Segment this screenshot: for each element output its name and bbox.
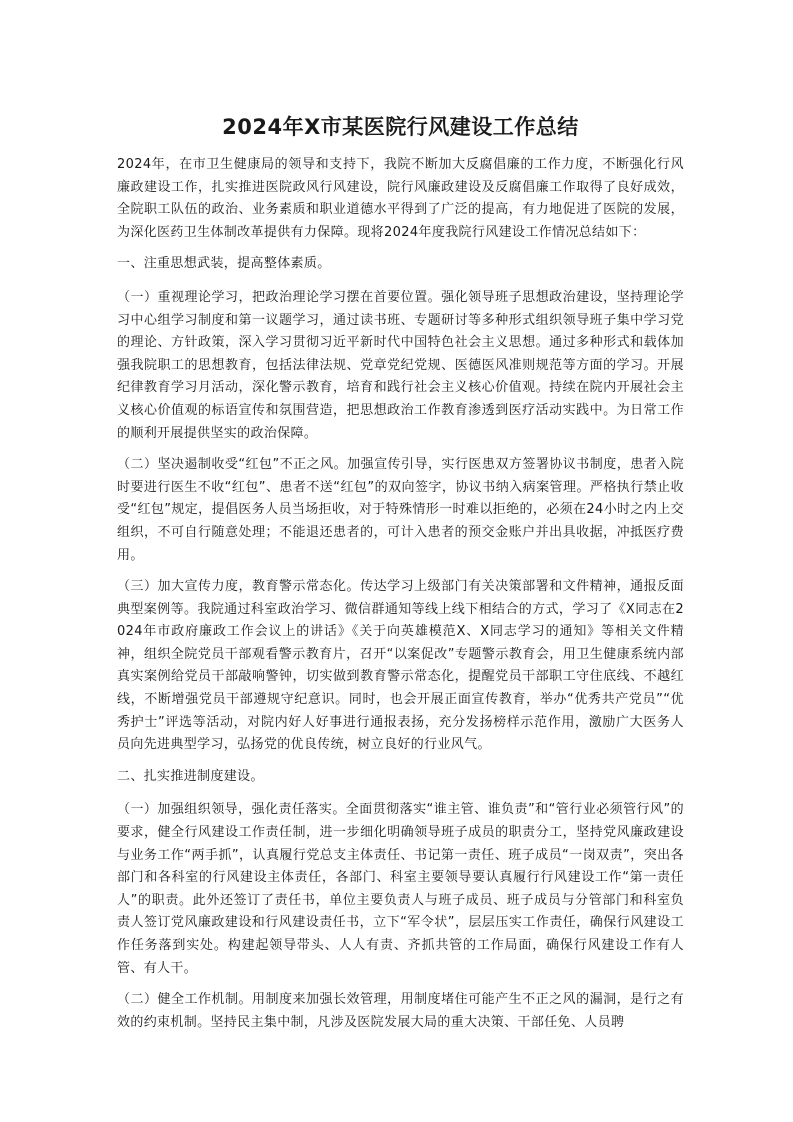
section-2-paragraph-2: （二）健全工作机制。用制度来加强长效管理，用制度堵住可能产生不正之风的漏洞，是行之有效的约束机制。坚持民主集中制，凡涉及医院发展大局的重大决策、干部任免、人员聘 — [117, 992, 684, 1030]
section-1-paragraph-1: （一）重视理论学习，把政治理论学习摆在首要位置。强化领导班子思想政治建设，坚持理论学习中心组学习制度和第一议题学习，通过读书班、专题研讨等多种形式组织领导班子集中学习党的理论、方针政策，深入学习贯彻习近平新时代中国特色社会主义思想。通过多种形式和载体加强我院职工的思想教育，包括法律法规、党章党纪党规、医德医风准则规范等方面的学习。开展纪律教育学习月活动，深化警示教育，培育和践行社会主义核心价值观。持续在院内开展社会主义核心价值观的标语宣传和氛围营造，把思想政治工作教育渗透到医疗活动实践中。为日常工作的顺利开展提供坚实的政治保障。 — [117, 289, 684, 441]
section-heading-2: 二、扎实推进制度建设。 — [117, 768, 264, 784]
document-page — [117, 112, 684, 1043]
document-title: 2024年X市某医院行风建设工作总结 — [222, 115, 579, 139]
section-heading-1: 一、注重思想武装，提高整体素质。 — [117, 256, 331, 272]
section-2-paragraph-1: （一）加强组织领导，强化责任落实。全面贯彻落实“谁主管、谁负责”和“管行业必须管行风”的要求，健全行风建设工作责任制，进一步细化明确领导班子成员的职责分工，坚持党风廉政建设与业务工作“两手抓”，认真履行党总支主体责任、书记第一责任、班子成员“一岗双责”，突出各部门和各科室的行风建设主体责任，各部门、科室主要领导要认真履行行风建设工作“第一责任人”的职责。此外还签订了责任书，单位主要负责人与班子成员、班子成员与分管部门和科室负责人签订党风廉政建设和行风建设责任书，立下“军令状”，层层压实工作责任，确保行风建设工作任务落到实处。构建起领导带头、人人有责、齐抓共管的工作局面，确保行风建设工作有人管、有人干。 — [117, 802, 684, 976]
intro-paragraph: 2024年，在市卫生健康局的领导和支持下，我院不断加大反腐倡廉的工作力度，不断强化行风廉政建设工作，扎实推进医院政风行风建设，院行风廉政建设及反腐倡廉工作取得了良好成效，全院职工队伍的政治、业务素质和职业道德水平得到了广泛的提高，有力地促进了医院的发展，为深化医药卫生体制改革提供有力保障。现将2024年度我院行风建设工作情况总结如下： — [117, 157, 684, 240]
section-1-paragraph-3: （三）加大宣传力度，教育警示常态化。传达学习上级部门有关决策部署和文件精神，通报反面典型案例等。我院通过科室政治学习、微信群通知等线上线下相结合的方式，学习了《X同志在2024年市政府廉政工作会议上的讲话》《关于向英雄模范X、X同志学习的通知》等相关文件精神，组织全院党员干部观看警示教育片，召开“以案促改”专题警示教育会，用卫生健康系统内部真实案例给党员干部敲响警钟，切实做到教育警示常态化，提醒党员干部职工守住底线、不越红线，不断增强党员干部遵规守纪意识。同时，也会开展正面宣传教育，举办“优秀共产党员”“优秀护士”评选等活动，对院内好人好事进行通报表扬，充分发扬榜样示范作用，激励广大医务人员向先进典型学习，弘扬党的优良传统，树立良好的行业风气。 — [117, 579, 684, 753]
section-1-paragraph-2: （二）坚决遏制收受“红包”不正之风。加强宣传引导，实行医患双方签署协议书制度，患者入院时要进行医生不收“红包”、患者不送“红包”的双向签字，协议书纳入病案管理。严格执行禁止收受“红包”规定，提倡医务人员当场拒收，对于特殊情形一时难以拒绝的，必须在24小时之内上交组织，不可自行随意处理；不能退还患者的，可计入患者的预交金账户并出具收据，冲抵医疗费用。 — [117, 457, 684, 563]
